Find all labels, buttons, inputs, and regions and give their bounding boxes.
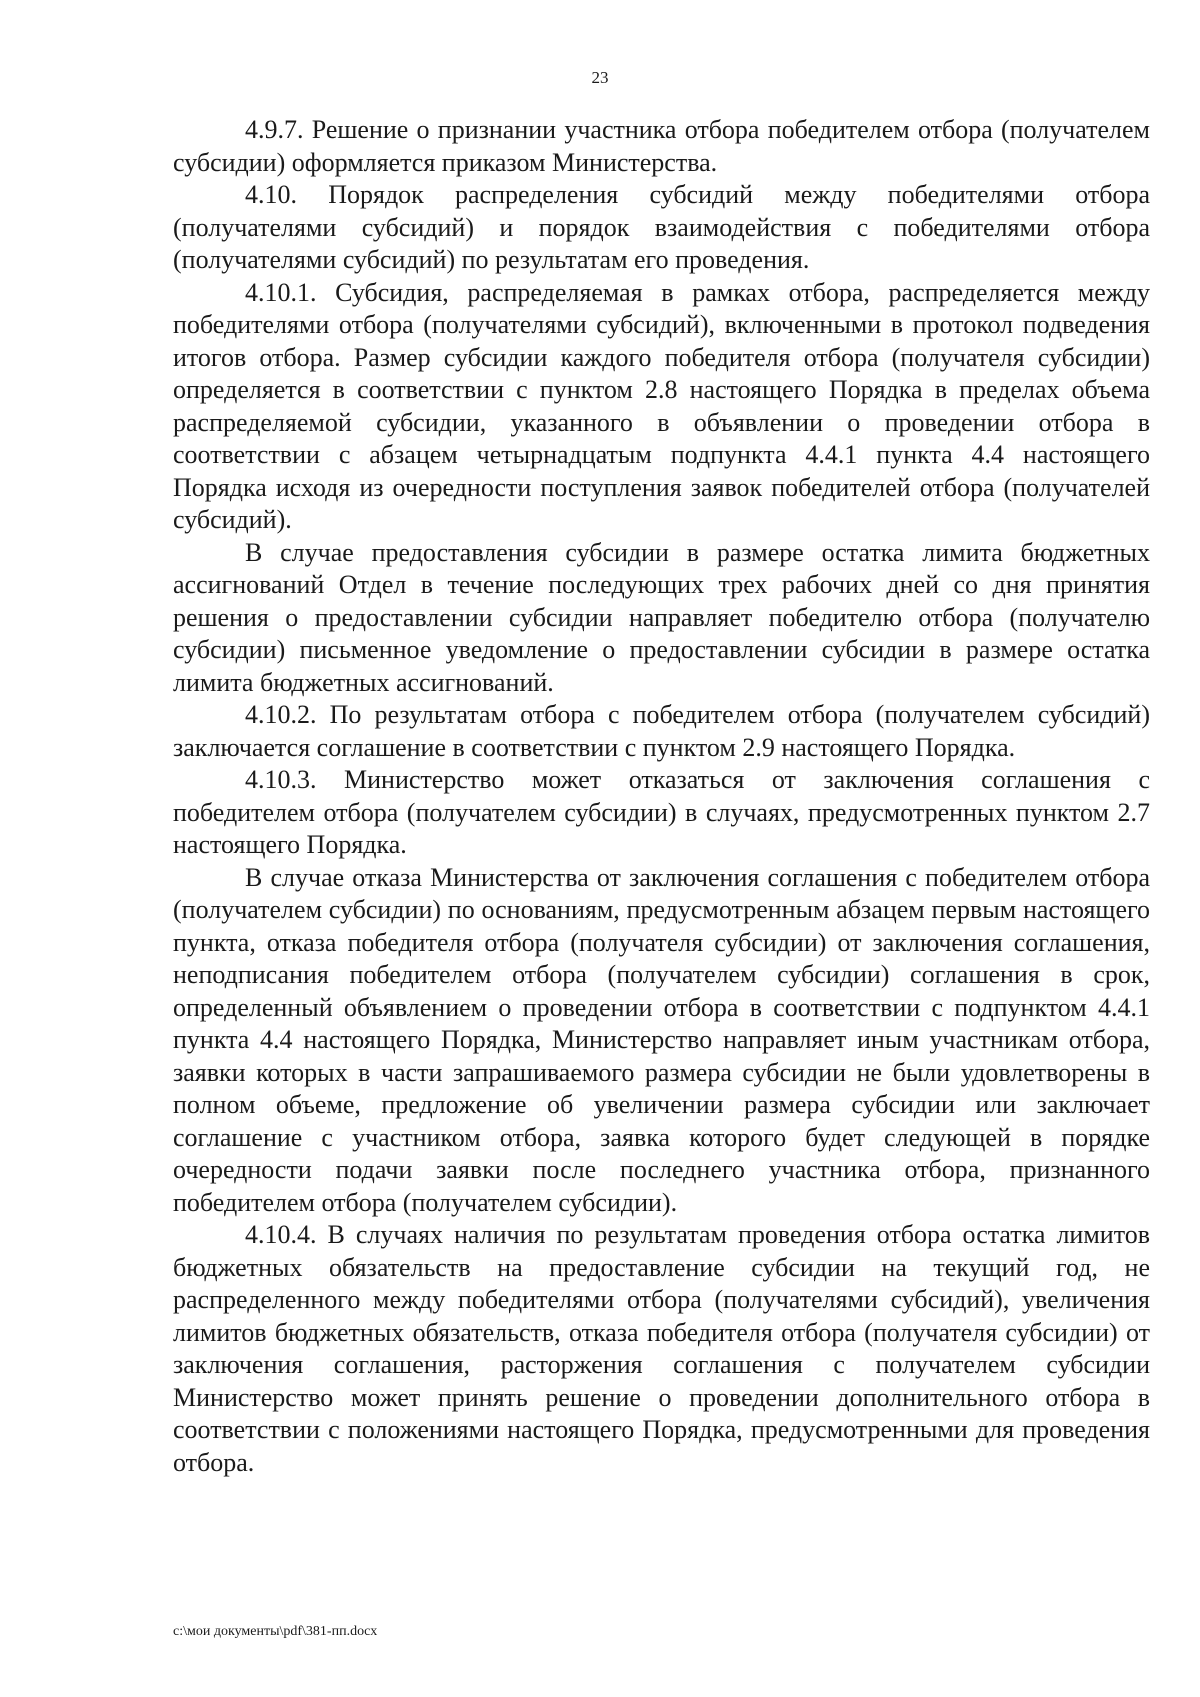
paragraph-4-10-4: 4.10.4. В случаях наличия по результатам проведения отбора остатка лимитов бюджетных обязательств на предоставление субсидии на текущий год, не распределенного между победителями отбора (получателями субсидий), увеличения лимитов бюджетных обязательств, отказа победителя отбора (получателя субсидии) от заключения соглашения, расторжения соглашения с получателем субсидии Министерство может принять решение о проведении дополнительного отбора в соответствии с положениями настоящего Порядка, предусмотренными для проведения отбора. xyxy=(173,1220,1150,1477)
paragraph-4-10-3: 4.10.3. Министерство может отказаться от заключения соглашения с победителем отбора (получателем субсидии) в случаях, предусмотренных пунктом 2.7 настоящего Порядка. xyxy=(173,765,1150,859)
page-number: 23 xyxy=(591,68,609,87)
paragraph-4-9-7: 4.9.7. Решение о признании участника отбора победителем отбора (получателем субсидии) оформляется приказом Министерства. xyxy=(173,115,1150,177)
paragraph-budget-remainder: В случае предоставления субсидии в размере остатка лимита бюджетных ассигнований Отдел в течение последующих трех рабочих дней со дня принятия решения о предоставлении субсидии направляет победителю отбора (получателю субсидии) письменное уведомление о предоставлении субсидии в размере остатка лимита бюджетных ассигнований. xyxy=(173,537,1150,697)
paragraph-4-10-1: 4.10.1. Субсидия, распределяемая в рамках отбора, распределяется между победителями отбора (получателями субсидий), включенными в протокол подведения итогов отбора. Размер субсидии каждого победителя отбора (получателя субсидии) определяется в соответствии с пунктом 2.8 настоящего Порядка в пределах объема распределяемой субсидии, указанного в объявлении о проведении отбора в соответствии с абзацем четырнадцатым подпункта 4.4.1 пункта 4.4 настоящего Порядка исходя из очередности поступления заявок победителей отбора (получателей субсидий). xyxy=(173,277,1150,534)
paragraph-refusal-case: В случае отказа Министерства от заключения соглашения с победителем отбора (получателем субсидии) по основаниям, предусмотренным абзацем первым настоящего пункта, отказа победителя отбора (получателя субсидии) от заключения соглашения, неподписания победителем отбора (получателем субсидии) соглашения в срок, определенный объявлением о проведении отбора в соответствии с подпунктом 4.4.1 пункта 4.4 настоящего Порядка, Министерство направляет иным участникам отбора, заявки которых в части запрашиваемого размера субсидии не были удовлетворены в полном объеме, предложение об увеличении размера субсидии или заключает соглашение с участником отбора, заявка которого будет следующей в порядке очередности подачи заявки после последнего участника отбора, признанного победителем отбора (получателем субсидии). xyxy=(173,862,1150,1217)
paragraph-4-10-2: 4.10.2. По результатам отбора с победителем отбора (получателем субсидий) заключается соглашение в соответствии с пунктом 2.9 настоящего Порядка. xyxy=(173,700,1150,762)
footer-file-path: c:\мои документы\pdf\381-пп.docx xyxy=(173,1624,378,1639)
paragraph-4-10: 4.10. Порядок распределения субсидий между победителями отбора (получателями субсидий) и порядок взаимодействия с победителями отбора (получателями субсидий) по результатам его проведения. xyxy=(173,180,1150,274)
document-body xyxy=(173,114,1150,1479)
